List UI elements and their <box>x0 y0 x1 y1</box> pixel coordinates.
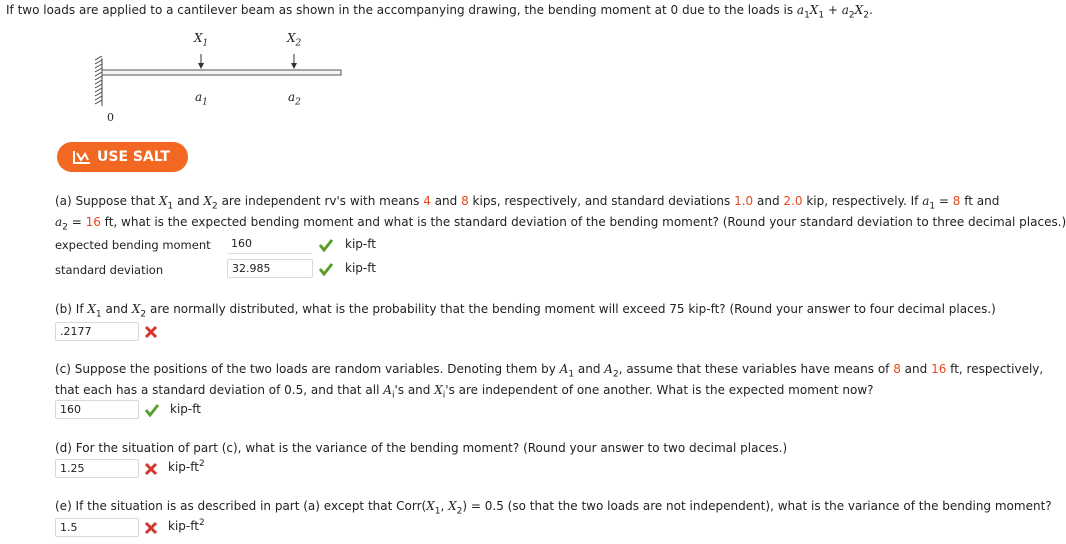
part-c-question-line2: that each has a standard deviation of 0.5, and that all $A_i's$ and $X_i's$ are independent of one another. What is the expected moment now? <box>55 383 874 401</box>
use-salt-button[interactable] <box>57 142 188 172</box>
check-icon <box>318 238 334 252</box>
part-a-question-line1: (a) Suppose that $X_1$ and $X_2$ are independent rv's with means 4 and 8 kips, respectively, and standard deviations 1.0 and 2.0 kip, respectively. If $a_1 = 8$ ft and <box>55 194 1000 212</box>
part-e-unit: kip-$ft^2$ <box>168 518 205 533</box>
part-b-question: (b) If $X_1$ and $X_2$ are normally distributed, what is the probability that the bending moment will exceed 75 kip-ft? (Round your answer to four decimal places.) <box>55 302 996 320</box>
part-c-unit: kip-ft <box>170 402 201 416</box>
part-c-question-line1: (c) Suppose the positions of the two loads are random variables. Denoting them by $A_1$ and $A_2$, assume that these variables have means of 8 and 16 ft, respectively, <box>55 362 1044 380</box>
use-salt-label: USE SALT <box>97 149 170 165</box>
part-d-answer-input[interactable]: 1.25 <box>55 459 139 478</box>
problem-intro: If two loads are applied to a cantilever beam as shown in the accompanying drawing, the bending moment at 0 due to the loads is $a_1X_1 + a_2X_2$. <box>6 3 873 21</box>
cross-icon <box>144 521 158 535</box>
check-icon <box>318 262 334 276</box>
standard-deviation-unit: kip-ft <box>345 261 376 275</box>
expected-moment-unit: kip-ft <box>345 237 376 251</box>
standard-deviation-label: standard deviation <box>55 263 164 277</box>
salt-chart-icon <box>73 149 91 165</box>
origin-label: 0 <box>107 111 114 124</box>
load-x2-label: $X_2$ <box>287 31 302 49</box>
part-e-answer-input[interactable]: 1.5 <box>55 518 139 537</box>
expected-moment-input[interactable]: 160 <box>227 235 313 254</box>
cross-icon <box>144 325 158 339</box>
position-a1-label: $a_1$ <box>195 90 208 108</box>
cross-icon <box>144 462 158 476</box>
part-a-question-line2: $a_2 = 16$ ft, what is the expected bending moment and what is the standard deviation of the bending moment? (Round your standard deviation to three decimal places.) <box>55 215 1066 233</box>
standard-deviation-input[interactable]: 32.985 <box>227 259 313 278</box>
cantilever-diagram <box>90 28 350 128</box>
part-d-unit: kip-$ft^2$ <box>168 459 205 474</box>
position-a2-label: $a_2$ <box>288 90 301 108</box>
load-x1-label: $X_1$ <box>194 31 209 49</box>
beam-drawing <box>90 28 350 128</box>
check-icon <box>144 403 160 417</box>
part-d-question: (d) For the situation of part (c), what is the variance of the bending moment? (Round your answer to two decimal places.) <box>55 441 788 455</box>
part-b-answer-input[interactable]: .2177 <box>55 322 139 341</box>
part-c-answer-input[interactable]: 160 <box>55 400 139 419</box>
part-e-question: (e) If the situation is as described in part (a) except that $Corr(X_1$, $X_2) = 0.5$ (so that the two loads are not independent), what is the variance of the bending moment? <box>55 499 1052 517</box>
expected-moment-label: expected bending moment <box>55 238 211 252</box>
